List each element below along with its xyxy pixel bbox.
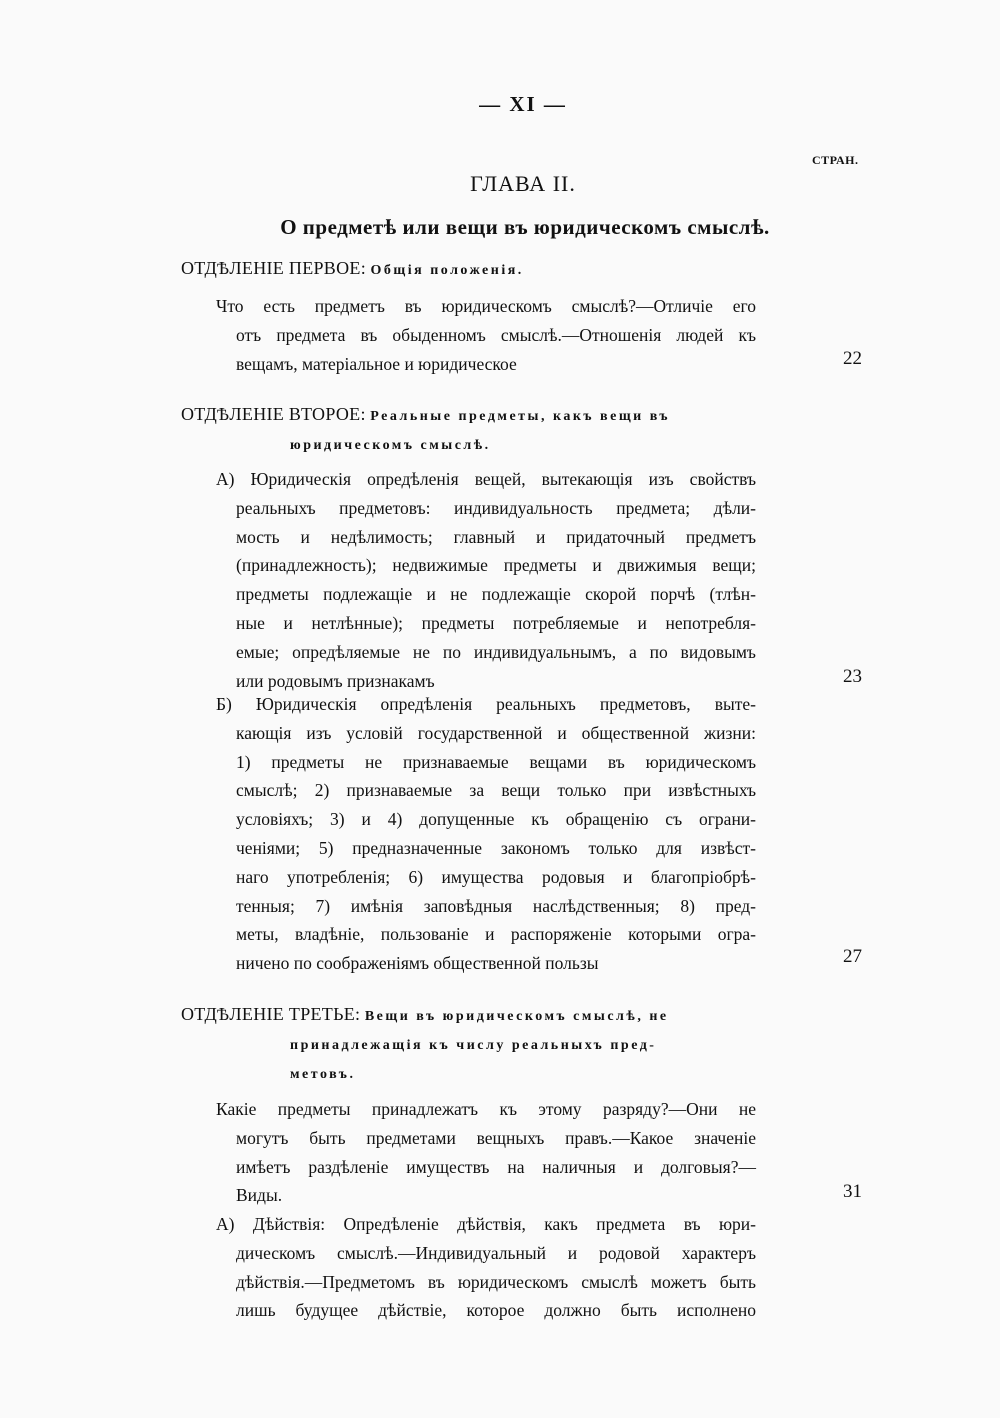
entry-line: реальныхъ предметовъ: индивидуальность предмета; дѣли- (236, 497, 756, 518)
entry-line: кающія изъ условій государственной и общественной жизни: (236, 722, 756, 743)
entry-line: наго употребленія; 6) имущества родовыя и благопріобрѣ- (236, 866, 756, 887)
toc-entry (216, 1095, 756, 1210)
entry-line: тенныя; 7) имѣнія заповѣдныя наслѣдственныя; 8) пред- (236, 895, 756, 916)
section-heading-1 (181, 254, 756, 285)
entry-line: ченіями; 5) предназначенные закономъ только для извѣст- (236, 837, 756, 858)
section-title-continued: метовъ. (290, 1067, 356, 1082)
entry-line: ничено по соображеніямъ общественной пользы (236, 953, 599, 974)
toc-entry (216, 292, 756, 378)
toc-entry (216, 465, 756, 695)
page-column-header: СТРАН. (812, 153, 859, 167)
entry-line: смыслѣ; 2) признаваемые за вещи только при извѣстныхъ (236, 780, 756, 801)
page-ref: 22 (843, 348, 862, 369)
section-heading-3 (181, 1000, 756, 1089)
entry-line: могутъ быть предметами вещныхъ правъ.—Какое значеніе (236, 1127, 756, 1148)
entry-line: мость и недѣлимость; главный и придаточный предметъ (236, 526, 756, 547)
entry-line: Б) Юридическія опредѣленія реальныхъ предметовъ, выте- (216, 694, 756, 714)
entry-line: Виды. (236, 1185, 283, 1206)
page-number: — XI — (479, 92, 567, 116)
entry-line: емые; опредѣляемые не по индивидуальнымъ, а по видовымъ (236, 641, 756, 662)
section-label: ОТДѢЛЕНІЕ ТРЕТЬЕ: (181, 1004, 361, 1024)
section-title-continued: юридическомъ смыслѣ. (290, 438, 491, 453)
entry-line: дическомъ смыслѣ.—Индивидуальный и родовой характеръ (236, 1242, 756, 1263)
entry-line: вещамъ, матеріальное и юридическое (236, 353, 517, 374)
entry-line: отъ предмета въ обыденномъ смыслѣ.—Отношенія людей къ (236, 324, 756, 345)
section-title: Реальные предметы, какъ вещи въ (370, 409, 671, 424)
toc-entry (216, 690, 756, 978)
entry-line: 1) предметы не признаваемые вещами въ юридическомъ (236, 751, 756, 772)
section-title: Вещи въ юридическомъ смыслѣ, не (364, 1009, 669, 1024)
section-label: ОТДѢЛЕНІЕ ПЕРВОЕ: (181, 258, 367, 278)
chapter-title: О предметѣ или вещи въ юридическомъ смыслѣ. (280, 215, 770, 239)
section-heading-2 (181, 400, 756, 460)
section-title: Общія положенія. (370, 263, 524, 278)
entry-line: (принадлежность); недвижимые предметы и движимыя вещи; (236, 555, 756, 576)
entry-line: или родовымъ признакамъ (236, 670, 435, 691)
entry-line: лишь будущее дѣйствіе, которое должно быть исполнено (236, 1300, 756, 1321)
entry-line: Какіе предметы принадлежатъ къ этому разряду?—Они не (216, 1099, 756, 1119)
section-label: ОТДѢЛЕНІЕ ВТОРОЕ: (181, 404, 366, 424)
entry-line: Что есть предметъ въ юридическомъ смыслѣ?—Отличіе его (216, 296, 756, 316)
page-ref: 31 (843, 1181, 862, 1202)
entry-line: А) Дѣйствія: Опредѣленіе дѣйствія, какъ предмета въ юри- (216, 1214, 756, 1234)
section-title-continued: принадлежащія къ числу реальныхъ пред- (290, 1038, 657, 1053)
toc-entry (216, 1210, 756, 1325)
chapter-heading: ГЛАВА II. (470, 171, 576, 196)
entry-line: предметы подлежащіе и не подлежащіе скорой порчѣ (тлѣн- (236, 584, 756, 605)
entry-line: имѣетъ раздѣленіе имуществъ на наличныя и долговыя?— (236, 1156, 756, 1177)
page-ref: 23 (843, 666, 862, 687)
page-ref: 27 (843, 946, 862, 967)
entry-line: ные и нетлѣнные); предметы потребляемые и непотребля- (236, 612, 756, 633)
entry-line: А) Юридическія опредѣленія вещей, вытекающія изъ свойствъ (216, 469, 756, 489)
entry-line: меты, владѣніе, пользованіе и распоряженіе которыми огра- (236, 924, 756, 945)
entry-line: дѣйствія.—Предметомъ въ юридическомъ смыслѣ можетъ быть (236, 1271, 756, 1292)
entry-line: условіяхъ; 3) и 4) допущенные къ обращенію съ ограни- (236, 809, 756, 830)
